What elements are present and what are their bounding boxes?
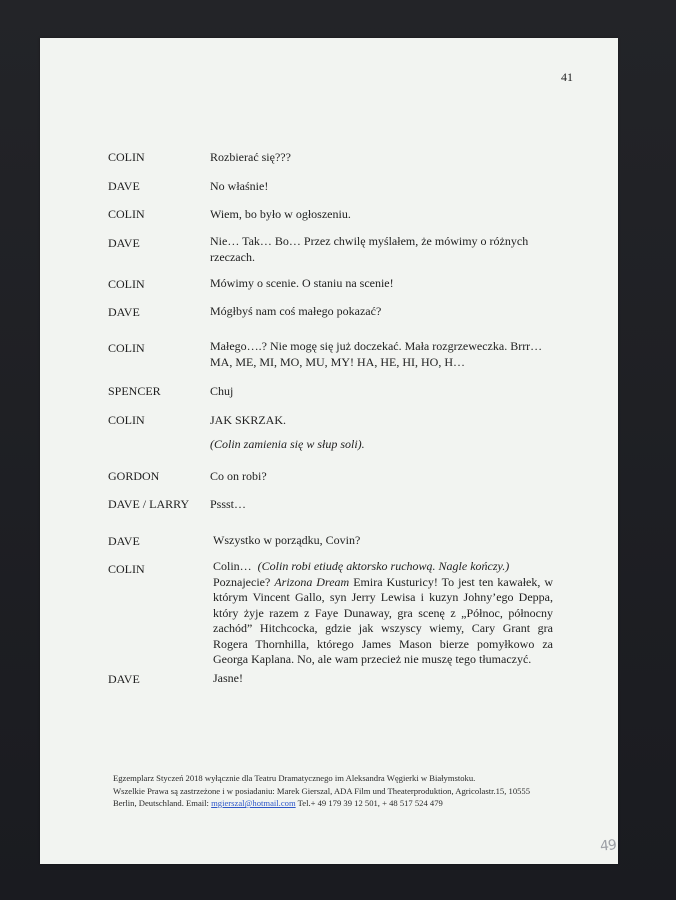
dialogue-line: Pssst… [210,497,247,511]
speaker-name: COLIN [108,277,145,291]
dialogue-opening: Colin… [213,559,252,573]
dialogue-line: Rozbierać się??? [210,150,291,164]
dialogue-line [213,559,553,575]
dialogue-line: Nie… Tak… Bo… Przez chwilę myślałem, że mówimy o różnych [210,234,529,248]
speaker-name: DAVE / LARRY [108,497,190,511]
dialogue-line: No właśnie! [210,179,269,193]
dialogue-line: JAK SKRZAK. [210,413,287,427]
speaker-name: COLIN [108,562,145,576]
speaker-name: DAVE [108,672,140,686]
film-title: Arizona Dream [274,574,350,589]
footer-line: Wszelkie Prawa są zastrzeżone i w posiadaniu: Marek Gierszal, ADA Film und Theaterproduktion, Agricolastr.15, 10555 [113,785,531,796]
script-page [40,38,618,864]
dialogue-text: Emira Kusturicy! To jest ten kawałek, w którym Vincent Gallo, syn Jerry Lewisa i kuzyn Johny’ego Deppa, który żyje razem z Faye Dunaway, gra scenę z „Północ, północny zachód” Hitchcocka, gdzie jak wszyscy wiemy, Cary Grant gra Rogera Thornhilla, którego James Mason bierze pomyłkowo za Georga Kaplana. No, ale wam przecież nie muszę tego tłumaczyć. [213,574,554,666]
dialogue-line: Mówimy o scenie. O staniu na scenie! [210,276,394,290]
speaker-name: COLIN [108,341,145,355]
page-number: 41 [561,70,573,84]
speaker-name: COLIN [108,413,145,427]
speaker-name: DAVE [108,534,140,548]
dialogue-line: Mógłbyś nam coś małego pokazać? [210,304,382,318]
dialogue-paragraph [213,559,553,668]
dialogue-line: Jasne! [213,671,243,685]
speaker-name: GORDON [108,469,160,483]
dialogue-line: Chuj [210,384,234,398]
speaker-name: COLIN [108,150,145,164]
speaker-name: SPENCER [108,384,161,398]
dialogue-body [213,575,553,668]
handwritten-page-number: 49 [599,837,617,855]
speaker-name: DAVE [108,305,140,319]
speaker-name: DAVE [108,236,140,250]
dialogue-text: Poznajecie? [213,574,271,589]
dialogue-line: MA, ME, MI, MO, MU, MY! HA, HE, HI, HO, H… [210,355,465,369]
stage-direction: (Colin robi etiudę aktorsko ruchową. Nagle kończy.) [257,559,510,573]
dialogue-line: rzeczach. [210,250,255,264]
footer-line [113,797,583,810]
footer-text: Berlin, Deutschland. Email: [113,798,209,808]
dialogue-line: Wszystko w porządku, Covin? [213,533,361,547]
dialogue-line: Co on robi? [210,469,267,483]
copyright-footer [113,772,583,810]
stage-direction: (Colin zamienia się w słup soli). [210,437,365,451]
email-link[interactable]: mgierszal@hotmail.com [211,798,296,808]
footer-text: Tel.+ 49 179 39 12 501, + 48 517 524 479 [297,798,443,808]
dialogue-line: Małego….? Nie mogę się już doczekać. Mała rozgrzeweczka. Brrr… [210,339,543,353]
speaker-name: COLIN [108,207,145,221]
dialogue-line: Wiem, bo było w ogłoszeniu. [210,207,351,221]
footer-line: Egzemplarz Styczeń 2018 wyłącznie dla Teatru Dramatycznego im Aleksandra Węgierki w Białymstoku. [113,773,476,783]
speaker-name: DAVE [108,179,140,193]
